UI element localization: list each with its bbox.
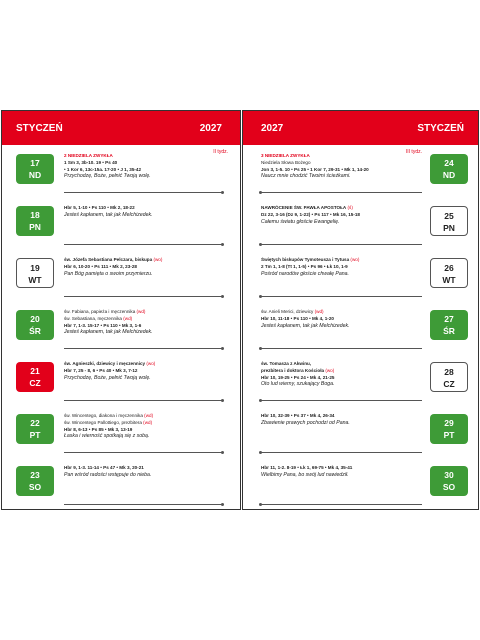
- reading-line: Hbr 5, 1-10 • Ps 110 • Mk 2, 18-22: [64, 205, 135, 210]
- reading-line: św. Wincentego Pallottiego, prezbitera (wd): [64, 419, 153, 425]
- day-readings: [261, 465, 422, 479]
- reading-line: Łaska i wierność spotkają się z sobą.: [64, 433, 150, 440]
- reading-line: św. Tomasza z Akwinu,: [261, 361, 312, 366]
- separator-line: [64, 400, 222, 401]
- separator-line: [261, 192, 422, 193]
- reading-line: Przychodzę, Boże, pełnić Twoją wolę.: [64, 173, 151, 180]
- day-of-week: PT: [443, 430, 455, 440]
- day-number: 20: [30, 314, 40, 324]
- date-badge: [16, 362, 54, 392]
- day-of-week: CZ: [29, 378, 41, 388]
- reading-line: Hbr 11, 1-2. 8-19 • Łk 1, 69-75 • Mk 4, 35-41: [261, 465, 353, 470]
- separator-line: [261, 244, 422, 245]
- month-name: STYCZEŃ: [417, 123, 464, 134]
- day-readings: [64, 465, 228, 479]
- day-number: 22: [30, 418, 40, 428]
- date-badge: [16, 466, 54, 496]
- day-entry: [2, 253, 240, 305]
- day-number: 26: [444, 263, 454, 273]
- day-readings: [64, 309, 228, 336]
- reading-line: Hbr 6, 10-20 • Ps 111 • Mk 2, 23-28: [64, 263, 137, 269]
- week-label: III tydz.: [405, 149, 422, 155]
- day-readings: [64, 413, 228, 440]
- day-of-week: ŚR: [29, 326, 41, 336]
- date-badge: [430, 362, 468, 392]
- reading-line: Oto lud wierny, szukający Boga.: [261, 381, 335, 388]
- date-badge: [16, 414, 54, 444]
- day-of-week: SO: [442, 482, 456, 492]
- day-readings: [64, 153, 228, 180]
- rank-tag: (wo): [152, 257, 163, 262]
- reading-line: 3 NIEDZIELA ZWYKŁA: [261, 153, 310, 158]
- date-badge: [430, 414, 468, 444]
- reading-line: Dz 22, 3-16 (Dz 9, 1-22) • Ps 117 • Mk 16, 15-18: [261, 211, 360, 217]
- date-badge: [16, 154, 54, 184]
- date-badge: [16, 310, 54, 340]
- reading-line: Hbr 9, 1-3. 11-14 • Ps 47 • Mk 3, 20-21: [64, 465, 144, 470]
- separator-line: [64, 452, 222, 453]
- reading-line: Jesteś kapłanem, tak jak Melchizedek.: [64, 211, 153, 218]
- reading-line: Wielbimy Pana, bo swój lud nawiedził.: [261, 471, 349, 478]
- day-readings: [261, 361, 422, 388]
- reading-line: Hbr 10, 19-25 • Ps 24 • Mk 4, 21-25: [261, 374, 335, 380]
- reading-line: Niedziela Słowa Bożego: [261, 159, 311, 165]
- day-of-week: PN: [29, 222, 41, 232]
- reading-line: św. Agnieszki, dziewicy i męczennicy (wo): [64, 361, 156, 366]
- day-number: 23: [30, 470, 40, 480]
- day-readings: [64, 205, 228, 219]
- reading-line: prezbitera i doktora Kościoła (wo): [261, 367, 335, 373]
- day-entry: [2, 409, 240, 461]
- day-of-week: SO: [28, 482, 42, 492]
- day-number: 18: [30, 210, 40, 220]
- rank-tag: (wo): [349, 257, 360, 262]
- day-number: 17: [30, 158, 40, 168]
- month-header: [2, 111, 240, 145]
- right-calendar-page: [242, 110, 479, 510]
- day-entry: [243, 253, 478, 305]
- reading-line: Hbr 7, 1-3. 15-17 • Ps 110 • Mk 3, 1-6: [64, 322, 142, 328]
- day-entry: [2, 357, 240, 409]
- reading-line: Naucz mnie chodzić Twoimi ścieżkami.: [261, 173, 351, 180]
- separator-line: [64, 192, 222, 193]
- day-readings: [261, 257, 422, 277]
- rank-tag: (wd): [141, 419, 153, 425]
- month-header: [243, 111, 478, 145]
- day-of-week: ND: [442, 170, 456, 180]
- date-badge: [430, 154, 468, 184]
- day-of-week: CZ: [443, 379, 455, 389]
- separator-line: [64, 244, 222, 245]
- day-entry: [243, 409, 478, 461]
- date-badge: [430, 310, 468, 340]
- day-of-week: WT: [28, 275, 42, 285]
- reading-line: Zbawienie prawych pochodzi od Pana.: [261, 419, 350, 426]
- reading-line: 2 NIEDZIELA ZWYKŁA: [64, 153, 113, 158]
- day-number: 25: [444, 211, 454, 221]
- year-label: 2027: [199, 123, 222, 134]
- day-entry: [2, 149, 240, 201]
- reading-line: św. Józefa Sebastiana Pelczara, biskupa (wo): [64, 257, 163, 262]
- reading-line: Jon 3, 1-5. 10 • Ps 25 • 1 Kor 7, 29-31 • Mk 1, 14-20: [261, 166, 369, 172]
- reading-line: Jesteś kapłanem, tak jak Melchizedek.: [64, 329, 153, 336]
- year-label: 2027: [261, 123, 284, 134]
- reading-line: św. Fabiana, papieża i męczennika (wd): [64, 309, 146, 314]
- day-of-week: PN: [443, 223, 455, 233]
- rank-tag: (wo): [145, 361, 156, 366]
- reading-line: Przychodzę, Boże, pełnić Twoją wolę.: [64, 374, 151, 381]
- separator-line: [64, 504, 222, 505]
- reading-line: Hbr 10, 11-18 • Ps 110 • Mk 4, 1-20: [261, 315, 334, 321]
- reading-line: Pan wśród radości wstępuje do nieba.: [64, 471, 152, 478]
- date-badge: [16, 206, 54, 236]
- day-number: 30: [444, 470, 454, 480]
- week-label: II tydz.: [213, 149, 228, 155]
- reading-line: św. Wincentego, diakona i męczennika (wd): [64, 413, 154, 418]
- reading-line: św. Sebastiana, męczennika (wd): [64, 315, 133, 321]
- day-readings: [64, 257, 228, 277]
- day-number: 19: [30, 263, 40, 273]
- rank-tag: (wo): [324, 367, 335, 373]
- reading-line: 2 Tm 1, 1-8 (Tt 1, 1-5) • Ps 96 • Łk 10, 1-9: [261, 263, 348, 269]
- separator-line: [261, 296, 422, 297]
- rank-tag: (wd): [121, 315, 133, 321]
- day-of-week: ND: [28, 170, 42, 180]
- reading-line: • 1 Kor 6, 13c-15a. 17-20 • J 1, 35-42: [64, 166, 142, 172]
- day-entry: [243, 149, 478, 201]
- left-calendar-page: [1, 110, 241, 510]
- separator-line: [261, 400, 422, 401]
- reading-line: Jesteś kapłanem, tak jak Melchizedek.: [261, 322, 350, 329]
- day-number: 21: [30, 366, 40, 376]
- reading-line: św. Anieli Merici, dziewicy (wd): [261, 309, 324, 314]
- day-entry: [243, 201, 478, 253]
- reading-line: Pan Bóg pamięta o swoim przymierzu.: [64, 270, 153, 277]
- day-of-week: ŚR: [443, 326, 455, 336]
- date-badge: [430, 258, 468, 288]
- reading-line: Pośród narodów głoście chwałę Pana.: [261, 270, 349, 277]
- date-badge: [430, 206, 468, 236]
- day-readings: [261, 205, 422, 225]
- day-entry: [243, 305, 478, 357]
- day-of-week: PT: [29, 430, 41, 440]
- reading-line: Hbr 8, 6-13 • Ps 85 • Mk 3, 13-19: [64, 426, 133, 432]
- day-entry: [243, 461, 478, 510]
- month-name: STYCZEŃ: [16, 123, 63, 134]
- separator-line: [261, 452, 422, 453]
- separator-line: [64, 348, 222, 349]
- reading-line: Hbr 7, 25 - 8, 6 • Ps 40 • Mk 3, 7-12: [64, 367, 138, 373]
- day-entry: [2, 461, 240, 510]
- day-readings: [64, 361, 228, 381]
- reading-line: Świętych biskupów Tymoteusza i Tytusa (wo): [261, 257, 360, 262]
- separator-line: [261, 348, 422, 349]
- day-of-week: WT: [442, 275, 456, 285]
- day-number: 24: [444, 158, 454, 168]
- separator-line: [64, 296, 222, 297]
- reading-line: Hbr 10, 32-39 • Ps 37 • Mk 4, 26-34: [261, 413, 335, 418]
- day-readings: [261, 413, 422, 427]
- day-entry: [2, 201, 240, 253]
- date-badge: [430, 466, 468, 496]
- reading-line: Całemu światu głoście Ewangelię.: [261, 218, 340, 225]
- day-entry: [2, 305, 240, 357]
- day-readings: [261, 153, 422, 180]
- day-number: 29: [444, 418, 454, 428]
- reading-line: NAWRÓCENIE ŚW. PAWŁA APOSTOŁA (ś): [261, 205, 353, 210]
- day-entry: [243, 357, 478, 409]
- day-number: 27: [444, 314, 454, 324]
- rank-tag: (wd): [313, 309, 324, 314]
- rank-tag: (wd): [142, 413, 154, 418]
- reading-line: 1 Sm 3, 3b-10. 19 • Ps 40: [64, 159, 118, 165]
- date-badge: [16, 258, 54, 288]
- day-number: 28: [444, 367, 454, 377]
- day-readings: [261, 309, 422, 329]
- separator-line: [261, 504, 422, 505]
- rank-tag: (wd): [135, 309, 146, 314]
- rank-tag: (ś): [346, 205, 353, 210]
